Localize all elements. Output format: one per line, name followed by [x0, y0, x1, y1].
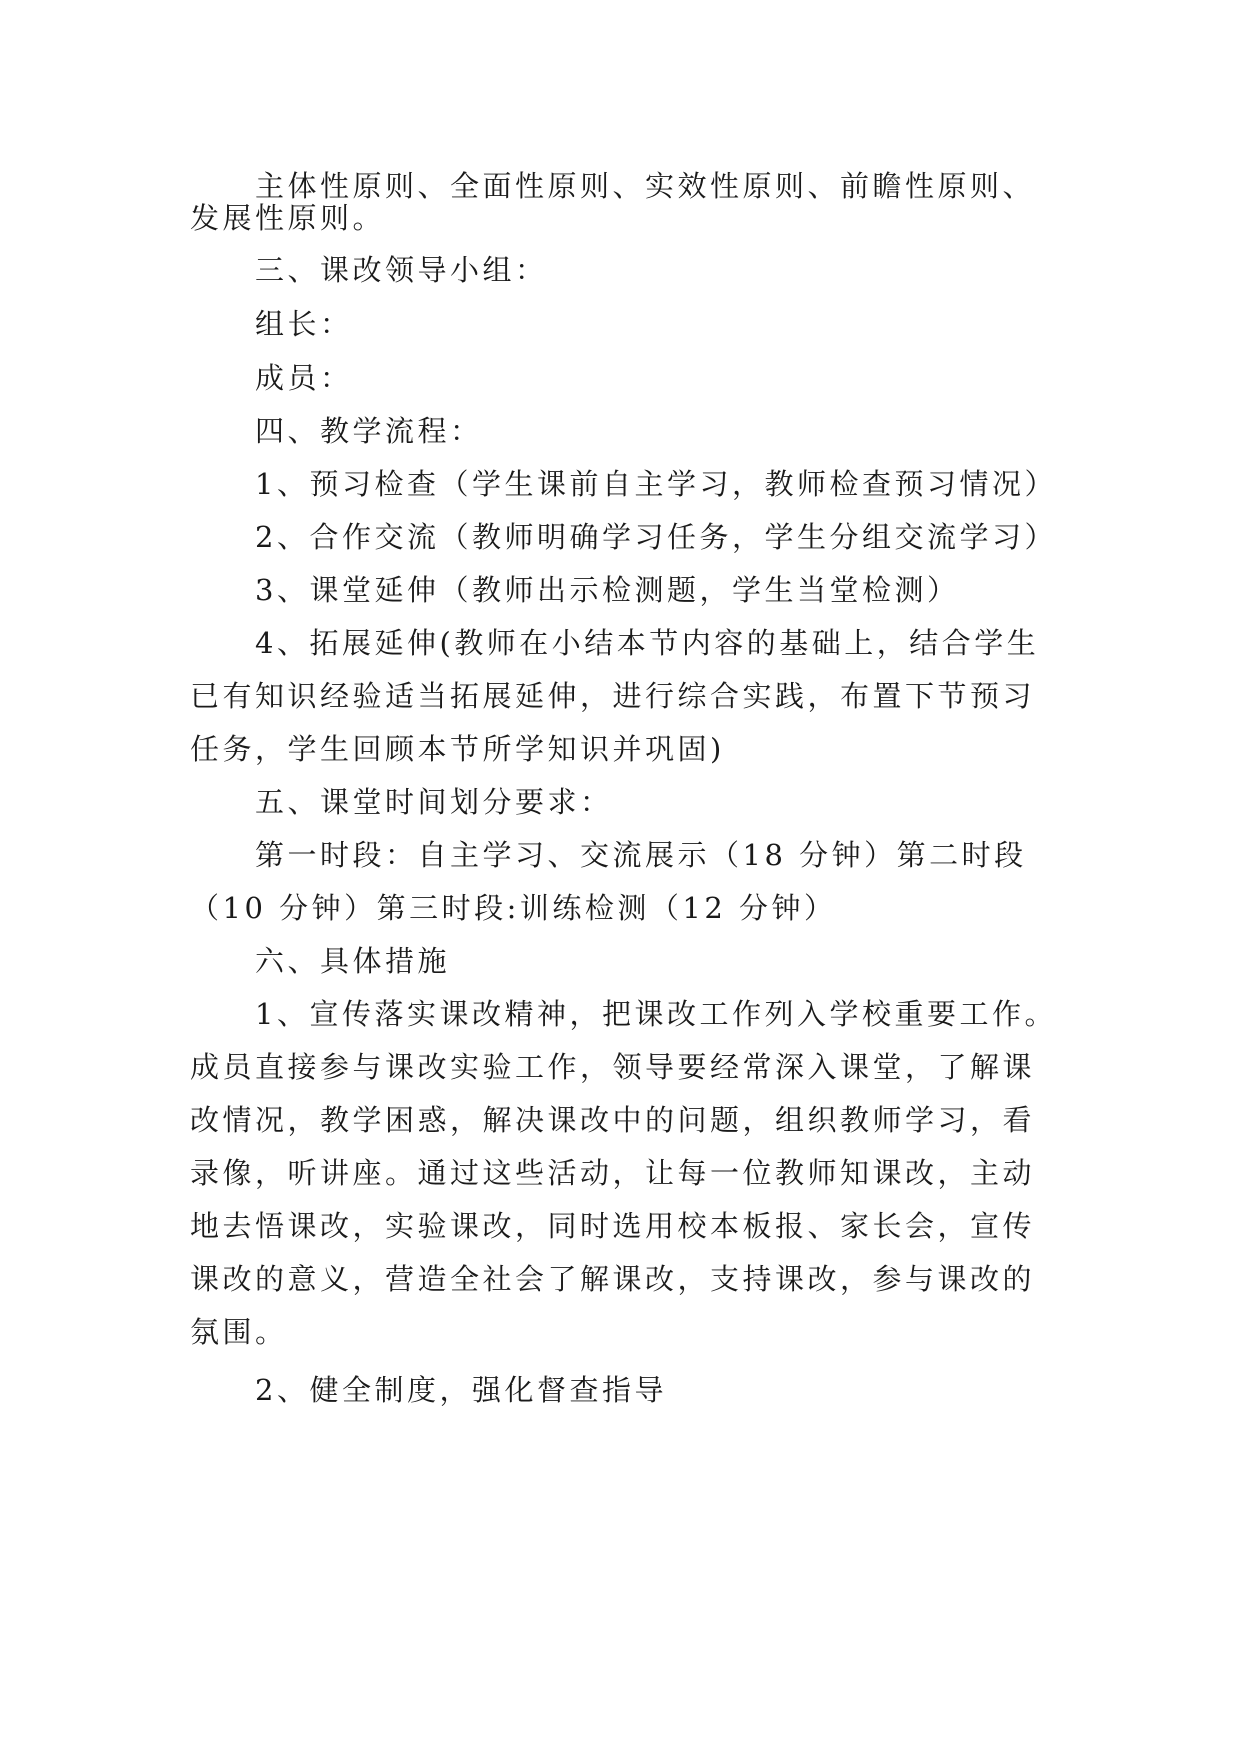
text-line: 成员直接参与课改实验工作，领导要经常深入课堂，了解课: [190, 1050, 1036, 1084]
text-line: 发展性原则。: [190, 201, 386, 235]
text-line: 改情况，教学困惑，解决课改中的问题，组织教师学习，看: [190, 1103, 1036, 1137]
list-item: 1、宣传落实课改精神，把课改工作列入学校重要工作。: [255, 997, 1057, 1031]
list-item: 3、课堂延伸（教师出示检测题，学生当堂检测）: [255, 573, 960, 607]
section-heading: 三、课改领导小组：: [255, 253, 548, 287]
text-line: 主体性原则、全面性原则、实效性原则、前瞻性原则、: [255, 169, 1036, 203]
section-heading: 四、教学流程：: [255, 414, 483, 448]
text-line: 地去悟课改，实验课改，同时选用校本板报、家长会，宣传: [190, 1209, 1036, 1243]
list-item: 4、拓展延伸(教师在小结本节内容的基础上，结合学生: [255, 626, 1040, 660]
text-line: 课改的意义，营造全社会了解课改，支持课改，参与课改的: [190, 1262, 1036, 1296]
text-line: 录像，听讲座。通过这些活动，让每一位教师知课改，主动: [190, 1156, 1036, 1190]
text-line: 已有知识经验适当拓展延伸，进行综合实践，布置下节预习: [190, 679, 1036, 713]
section-heading: 五、课堂时间划分要求：: [255, 785, 613, 819]
text-line: 成员：: [255, 361, 353, 395]
text-line: 组长：: [255, 307, 353, 341]
text-line: （10 分钟）第三时段:训练检测（12 分钟）: [190, 891, 837, 925]
text-line: 第一时段：自主学习、交流展示（18 分钟）第二时段: [255, 838, 1027, 872]
section-heading: 六、具体措施: [255, 944, 451, 978]
list-item: 2、合作交流（教师明确学习任务，学生分组交流学习）: [255, 520, 1057, 554]
text-line: 任务，学生回顾本节所学知识并巩固): [190, 732, 725, 766]
list-item: 1、预习检查（学生课前自主学习，教师检查预习情况）: [255, 467, 1057, 501]
list-item: 2、健全制度，强化督查指导: [255, 1373, 667, 1407]
text-line: 氛围。: [190, 1315, 288, 1349]
